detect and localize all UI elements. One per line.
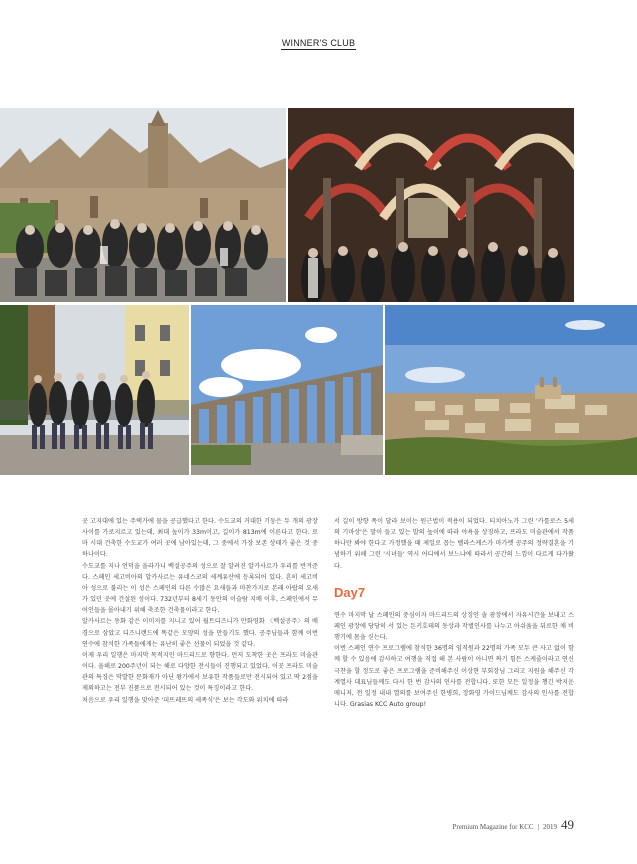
footer-separator: | bbox=[537, 823, 539, 831]
photo-segovia-aqueduct bbox=[191, 305, 383, 475]
article-paragraph: 수도교를 지나 언덕을 올라가니 백설공주의 성으로 잘 알려진 알카사르가 우리를 반겨준다. 스페인 세고비아의 알카사르는 유네스코의 세계유산에 등록되어 있다. 흔히 세고비아 성으로 불리는 이 성은 스페인의 다른 수많은 요새들과 마찬가지로 본래 아랍의 요새가 있던 곳에 건설된 성이다. 732년부터 8세기 동안의 이슬람 지배 이후, 스페인에서 무어인들을 몰아내기 위해 축조한 건축물이라고 한다. bbox=[82, 562, 318, 615]
article-column-left bbox=[82, 516, 318, 706]
page-number: 49 bbox=[561, 817, 574, 832]
article-paragraph: 알카사르는 동화 같은 이미지를 지니고 있어 월트디즈니가 만화영화 〈백설공주〉의 배경으로 삼았고 디즈니랜드에 똑같은 모양의 성을 만들기도 했다. 공주님들과 함께 이번 연수에 참석한 가족들에게는 유난히 좋은 선물이 되었을 것 같다. bbox=[82, 618, 318, 648]
page-footer bbox=[453, 817, 574, 833]
footer-year: 2019 bbox=[543, 823, 557, 831]
section-label-text: WINNER'S CLUB bbox=[281, 38, 356, 48]
article-paragraph: 곳 고지대에 있는 주택가에 물을 공급했다고 한다. 수도교의 거대한 기둥은 두 개의 광장 사이를 가로지르고 있는데, 최대 높이가 33m이고, 길이가 813m에 이른다고 한다. 로마 시대 건축한 수도교가 여러 곳에 남아있는데, 그 중에서 가장 보존 상태가 좋은 것 중 하나이다. bbox=[82, 518, 318, 559]
article-column-right bbox=[334, 516, 574, 710]
photo-street-group bbox=[0, 305, 189, 475]
magazine-name: Premium Magazine for KCC bbox=[452, 823, 534, 831]
article-paragraph: 처음으로 우리 일행을 맞아준 '피뜨레뜨의 세족식'은 보는 각도와 위치에 따라 bbox=[82, 696, 289, 704]
article-paragraph: 연수 마지막 날 스페인의 중심이자 마드리드의 상징인 솔 광장에서 자유시간을 보내고 스페인 광장에 당당히 서 있는 돈키호테의 동상과 작별인사를 나누고 아쉬움을 뒤로한 채 비행기에 몸을 싣는다. bbox=[334, 611, 574, 642]
photo-seville-cathedral-group bbox=[0, 108, 286, 302]
day-heading: Day7 bbox=[334, 584, 366, 600]
photo-toledo-view bbox=[385, 305, 637, 475]
article-paragraph: 이제 우리 일행은 마지막 목적지인 마드리드로 향한다. 먼저 도착한 곳은 프라도 미술관이다. 올해로 200주년이 되는 해로 다양한 전시들이 진행되고 있었다. 이곳 프라도 미술관의 특징은 막발한 문화재가 아닌 왕가에서 보유한 작품들로만 전시되어 있고 딱 2점을 제외하고는 전부 진품으로 전시되어 있는 것이 특징이라고 한다. bbox=[82, 651, 318, 693]
section-label bbox=[0, 38, 637, 50]
article-paragraph: 이번 스페인 연수 프로그램에 참석한 36명의 임직원과 22명의 가족 모두 큰 사고 없이 함께 할 수 있음에 감사하고 여행을 직접 해 본 사람이 아니면 짜기 힘든 스케줄이라고 연신 극찬을 할 정도로 좋은 프로그램을 준비해주신 이상현 부회장님 그리고 지원을 해주신 각 계열사 대표님들께도 다시 한 번 감사의 인사를 전합니다. 또한 모든 일정을 챙긴 박지운 매니저, 전 일정 내내 열의를 보여주신 한병희, 장화영 가이드님께도 감사의 인사를 전합니다. Grasias KCC Auto group! bbox=[334, 645, 574, 709]
photo-mezquita-arches-group bbox=[288, 108, 574, 302]
article-paragraph: 서 길이 방향 폭이 달라 보이는 원근법이 적용이 되었다. 티치아노가 그린 '카를로스 5세의 기마상'은 말이 들고 있는 발의 높이에 따라 야욕을 상징하고, 프라도 미술관에서 작품 하나만 봐야 한다고 가정했을 때 제일로 꼽는 벨라스케스가 마가렛 공주의 정략결혼을 기념하기 위해 그린 '시녀들' 역시 어디에서 보느냐에 따라서 공간의 느낌이 다르게 다가왔다. bbox=[334, 518, 574, 570]
